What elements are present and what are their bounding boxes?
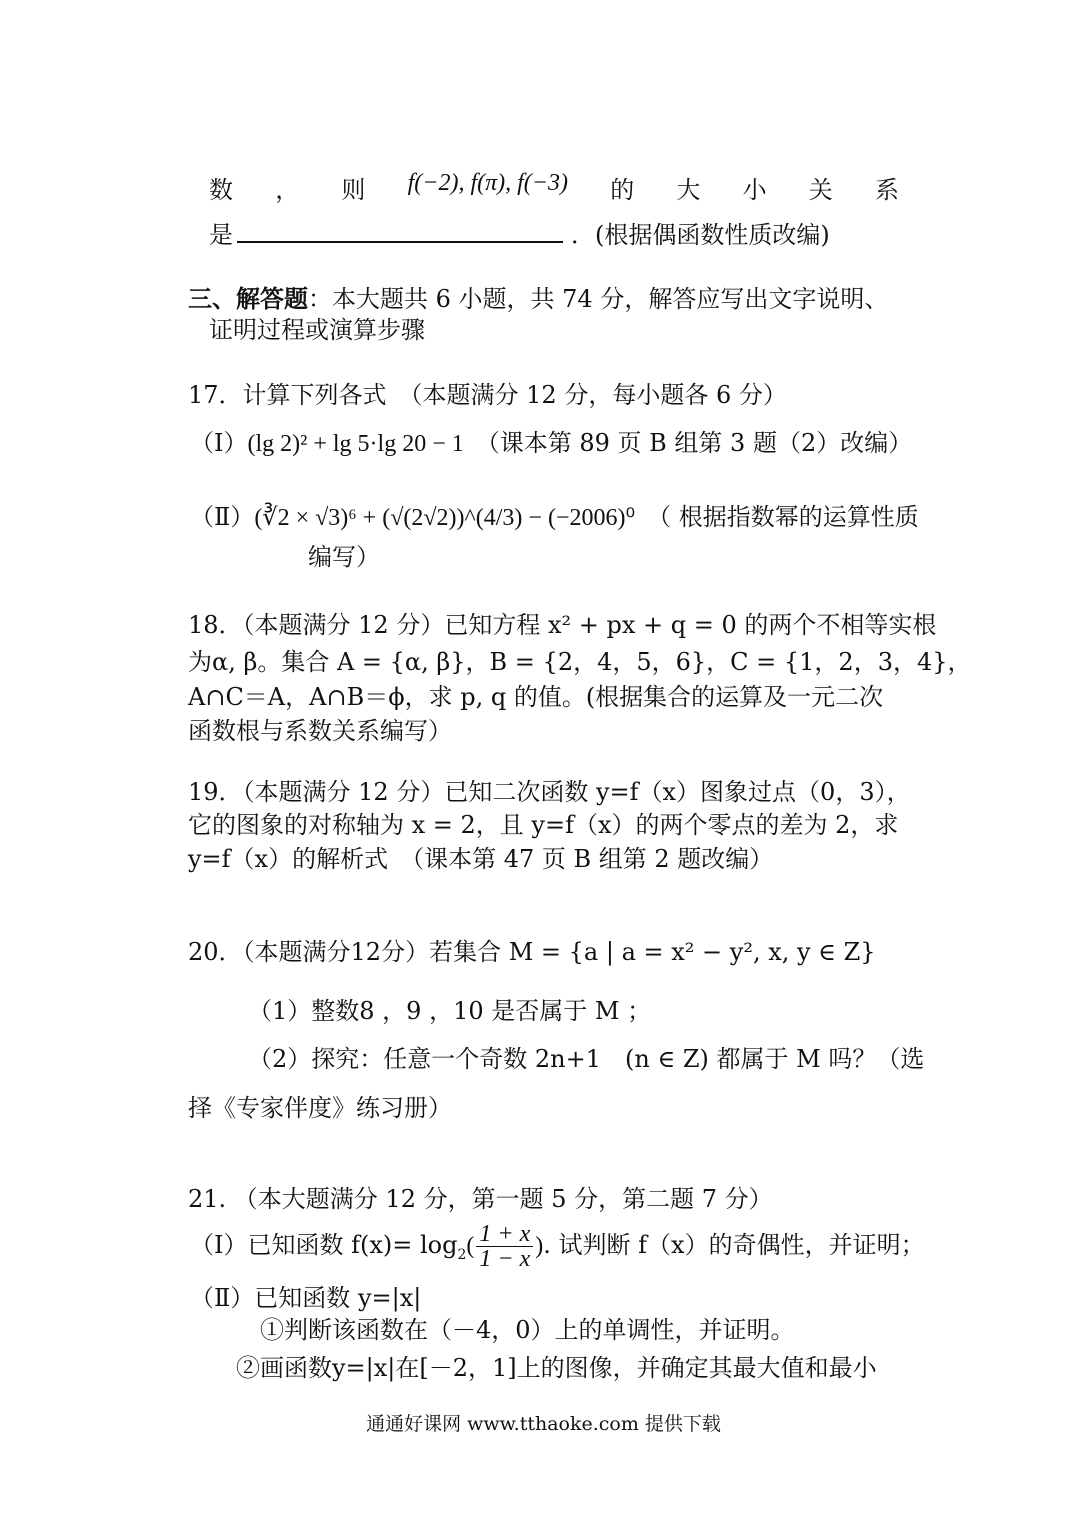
q17-p2-note: （ 根据指数幂的运算性质	[659, 503, 919, 531]
q20-line-1: 20．（本题满分12分）若集合 M = {a | a = x² − y², x, y ∈ Z}	[188, 938, 876, 966]
word: 的	[610, 176, 635, 204]
q18-line-1: 18．（本题满分 12 分）已知方程 x² + px + q = 0 的两个不相等实根	[188, 611, 937, 639]
word: 大	[676, 176, 701, 204]
q17-title: 17．计算下列各式 （本题满分 12 分，每小题各 6 分）	[188, 381, 787, 409]
q19-line-1: 19．（本题满分 12 分）已知二次函数 y=f（x）图象过点（0，3），	[188, 778, 911, 806]
q17-p1-label: （Ⅰ）	[190, 429, 248, 457]
q21-p1-suffix: . 试判断 f（x）的奇偶性，并证明；	[543, 1231, 925, 1259]
q21-part2-1: ①判断该函数在（－4，0）上的单调性，并证明。	[260, 1316, 795, 1344]
word: ，	[275, 176, 300, 204]
fraction	[476, 1222, 533, 1271]
q17-p1-expr: (lg 2)² + lg 5·lg 20 − 1	[247, 431, 464, 457]
q19-line-3: y=f（x）的解析式 （课本第 47 页 B 组第 2 题改编）	[188, 845, 774, 873]
word: 则	[341, 176, 366, 204]
q17-p2-expr: (∛2 × √3)⁶ + (√(2√2))^(4/3) − (−2006)⁰	[254, 505, 636, 531]
fragment-suffix: ．(根据偶函数性质改编)	[571, 221, 830, 249]
fragment-line-2	[209, 221, 830, 247]
q21-part1: （Ⅰ）已知函数 $f(x)= \log_2$( $\frac{1 + x}{1 - x}$ ). 试判断 f（x）的奇偶性，并证明；	[190, 1221, 925, 1272]
fraction-numerator: 1 + x	[476, 1222, 533, 1247]
log-base: 2	[457, 1246, 467, 1263]
fraction-denominator: 1 − x	[479, 1246, 531, 1272]
fragment-prefix: 是	[209, 221, 233, 249]
section-heading	[188, 284, 889, 313]
q20-line-4: 择《专家伴度》练习册）	[188, 1094, 452, 1122]
page-footer: 通通好课网 www.tthaoke.com 提供下载	[366, 1413, 721, 1435]
word: f(−2), f(π), f(−3)	[407, 170, 568, 196]
q18-line-3: A∩C＝A，A∩B＝ϕ，求 p, q 的值。(根据集合的运算及一元二次	[188, 683, 884, 711]
q20-line-2: （1）整数8 ，9 ，10 是否属于 M ；	[248, 997, 652, 1025]
q21-part2: （Ⅱ）已知函数 y=|x|	[190, 1284, 422, 1312]
q17-part2	[190, 505, 919, 530]
answer-blank[interactable]	[237, 221, 563, 243]
word: 关	[808, 176, 833, 204]
q17-part1	[190, 431, 912, 456]
q17-p1-note: （课本第 89 页 B 组第 3 题（2）改编）	[487, 429, 913, 457]
q21-title: 21. （本大题满分 12 分，第一题 5 分，第二题 7 分）	[188, 1185, 773, 1213]
q21-p1-prefix: （Ⅰ）已知函数 f(x)= log	[190, 1231, 458, 1259]
word: 数	[209, 176, 233, 204]
section-title: 三、解答题	[188, 284, 308, 313]
q18-line-4: 函数根与系数关系编写）	[188, 717, 452, 745]
section-intro-2: 证明过程或演算步骤	[209, 316, 425, 344]
q21-part2-2: ②画函数y=|x|在[－2，1]上的图像，并确定其最大值和最小	[236, 1354, 877, 1382]
q19-line-2: 它的图象的对称轴为 x = 2，且 y=f（x）的两个零点的差为 2，求	[188, 811, 899, 839]
q17-p2-note2: 编写）	[308, 543, 380, 571]
q17-p2-label: （Ⅱ）	[190, 503, 255, 531]
q20-line-3: （2）探究：任意一个奇数 2n+1 (n ∈ Z) 都属于 M 吗？（选	[248, 1045, 925, 1073]
fragment-line-1	[209, 170, 899, 205]
word: 小	[742, 176, 767, 204]
q18-line-2: 为α, β。集合 A = {α, β}，B = {2，4，5，6}，C = {1，2，3，4}，	[188, 648, 972, 676]
word: 系	[875, 176, 899, 204]
section-intro: ：本大题共 6 小题，共 74 分，解答应写出文字说明、	[308, 285, 889, 313]
